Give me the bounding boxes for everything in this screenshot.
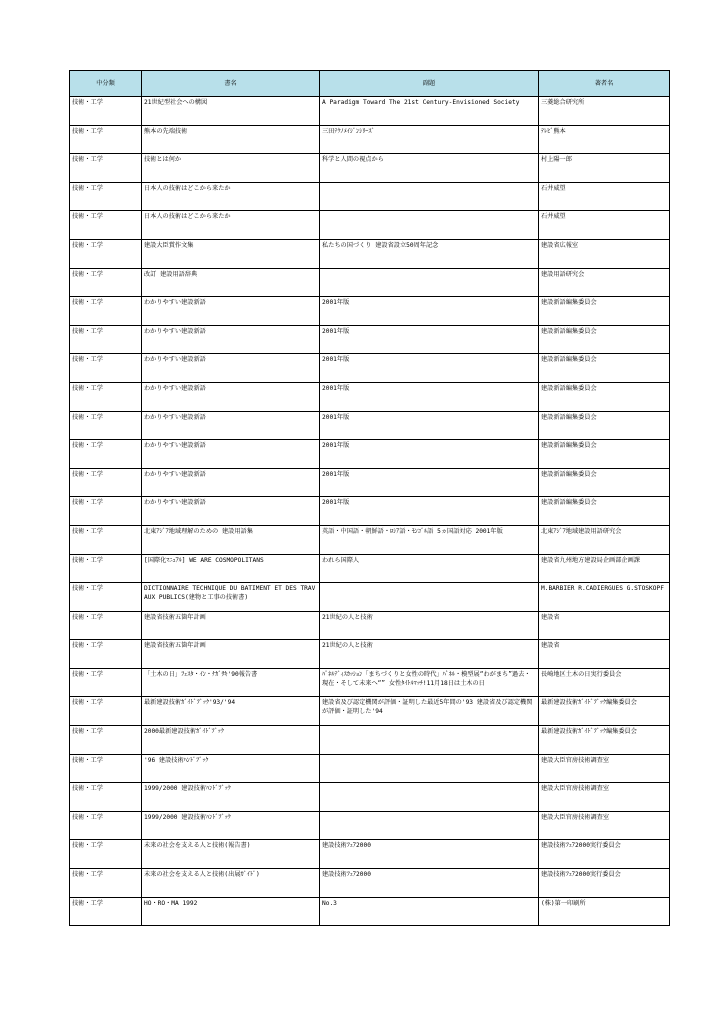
- cell-category: 技術・工学: [70, 268, 142, 297]
- header-row: [70, 71, 670, 97]
- cell-title: 2000最新建設技術ｶﾞｲﾄﾞﾌﾞｯｸ: [142, 726, 320, 755]
- cell-title: 未来の社会を支える人と技術(出展ｶﾞｲﾄﾞ): [142, 869, 320, 898]
- cell-subtitle: 建設技術ﾌｪｱ2000: [320, 869, 539, 898]
- table-row: [70, 154, 670, 183]
- table-row: [70, 211, 670, 240]
- cell-category: 技術・工学: [70, 869, 142, 898]
- cell-author: 建設新語編集委員会: [539, 325, 670, 354]
- cell-author: 建設省: [539, 611, 670, 640]
- cell-subtitle: [320, 583, 539, 612]
- cell-author: 建設新語編集委員会: [539, 382, 670, 411]
- cell-category: 技術・工学: [70, 554, 142, 583]
- table-row: [70, 726, 670, 755]
- cell-title: わかりやすい建設新語: [142, 325, 320, 354]
- cell-title: [国際化ﾏﾆｭｱﾙ] WE ARE COSMOPOLITANS: [142, 554, 320, 583]
- column-header-title: 書名: [142, 71, 320, 97]
- cell-author: 最新建設技術ｶﾞｲﾄﾞﾌﾞｯｸ編集委員会: [539, 697, 670, 726]
- table-row: [70, 897, 670, 926]
- cell-subtitle: [320, 783, 539, 812]
- table-row: [70, 354, 670, 383]
- cell-subtitle: 三田ﾃｸﾉﾒｲｼﾞﾝｼﾘｰｽﾞ: [320, 125, 539, 154]
- cell-subtitle: [320, 726, 539, 755]
- cell-subtitle: 建設技術ﾌｪｱ2000: [320, 840, 539, 869]
- cell-category: 技術・工学: [70, 297, 142, 326]
- column-header-author: 著者名: [539, 71, 670, 97]
- cell-title: 最新建設技術ｶﾞｲﾄﾞﾌﾞｯｸ'93/'94: [142, 697, 320, 726]
- cell-author: 石井威望: [539, 182, 670, 211]
- table-row: [70, 325, 670, 354]
- cell-title: 「土木の日」ﾌｪｽﾀ・ｲﾝ・ﾅｶﾞｻｷ'90報告書: [142, 668, 320, 697]
- cell-subtitle: 2001年版: [320, 468, 539, 497]
- cell-title: 1999/2000 建設技術ﾊﾝﾄﾞﾌﾞｯｸ: [142, 811, 320, 840]
- cell-subtitle: No.3: [320, 897, 539, 926]
- cell-subtitle: 2001年版: [320, 382, 539, 411]
- cell-category: 技術・工学: [70, 125, 142, 154]
- cell-title: わかりやすい建設新語: [142, 354, 320, 383]
- cell-category: 技術・工学: [70, 325, 142, 354]
- cell-subtitle: 2001年版: [320, 440, 539, 469]
- table-row: [70, 525, 670, 554]
- table-row: [70, 668, 670, 697]
- cell-title: 未来の社会を支える人と技術(報告書): [142, 840, 320, 869]
- cell-title: わかりやすい建設新語: [142, 468, 320, 497]
- cell-subtitle: [320, 754, 539, 783]
- cell-category: 技術・工学: [70, 154, 142, 183]
- cell-title: 日本人の技術はどこから来たか: [142, 211, 320, 240]
- cell-subtitle: A Paradigm Toward The 21st Century-Envisioned Society: [320, 97, 539, 126]
- cell-category: 技術・工学: [70, 97, 142, 126]
- cell-subtitle: われら国際人: [320, 554, 539, 583]
- column-header-subtitle: 副題: [320, 71, 539, 97]
- cell-category: 技術・工学: [70, 611, 142, 640]
- table-row: [70, 783, 670, 812]
- cell-category: 技術・工学: [70, 440, 142, 469]
- cell-title: 改訂 建設用語辞典: [142, 268, 320, 297]
- table-row: [70, 297, 670, 326]
- table-row: [70, 239, 670, 268]
- table-row: [70, 468, 670, 497]
- table-row: [70, 869, 670, 898]
- cell-title: 熊本の先端技術: [142, 125, 320, 154]
- cell-author: 建設新語編集委員会: [539, 354, 670, 383]
- cell-category: 技術・工学: [70, 668, 142, 697]
- cell-subtitle: 2001年版: [320, 411, 539, 440]
- cell-author: 建設新語編集委員会: [539, 497, 670, 526]
- cell-title: 建設省技術五箇年計画: [142, 611, 320, 640]
- table-row: [70, 497, 670, 526]
- cell-subtitle: ﾊﾟﾈﾙﾃﾞｨｽｶｯｼｮﾝ「まちづくりと女性の時代」ﾊﾟﾈﾙ・模型展“わがまち”過去・現在・そして未来へ“” 女性ﾀｲﾄﾙﾏｯﾁ!11月18日は土木の日: [320, 668, 539, 697]
- cell-author: 建設用語研究会: [539, 268, 670, 297]
- cell-title: 1999/2000 建設技術ﾊﾝﾄﾞﾌﾞｯｸ: [142, 783, 320, 812]
- cell-author: 石井威望: [539, 211, 670, 240]
- cell-title: わかりやすい建設新語: [142, 440, 320, 469]
- cell-subtitle: 2001年版: [320, 354, 539, 383]
- cell-subtitle: 科学と人間の視点から: [320, 154, 539, 183]
- cell-author: 建設大臣官房技術調査室: [539, 783, 670, 812]
- cell-category: 技術・工学: [70, 783, 142, 812]
- table-row: [70, 697, 670, 726]
- cell-author: (株)第一印刷所: [539, 897, 670, 926]
- cell-author: 建設新語編集委員会: [539, 468, 670, 497]
- cell-author: 建設新語編集委員会: [539, 297, 670, 326]
- cell-title: わかりやすい建設新語: [142, 297, 320, 326]
- cell-title: わかりやすい建設新語: [142, 382, 320, 411]
- cell-title: 建設省技術五箇年計画: [142, 640, 320, 669]
- cell-author: 長崎地区土木の日実行委員会: [539, 668, 670, 697]
- cell-author: 建設大臣官房技術調査室: [539, 811, 670, 840]
- cell-category: 技術・工学: [70, 468, 142, 497]
- cell-category: 技術・工学: [70, 640, 142, 669]
- table-row: [70, 182, 670, 211]
- cell-subtitle: 建設省及び認定機関が評価・証明した最近5年間の'93 建設省及び認定機関が評価・証明した'94: [320, 697, 539, 726]
- table-row: [70, 554, 670, 583]
- cell-title: 日本人の技術はどこから来たか: [142, 182, 320, 211]
- table-row: [70, 411, 670, 440]
- table-row: [70, 440, 670, 469]
- book-catalog-table: [69, 70, 670, 926]
- cell-author: 建設省: [539, 640, 670, 669]
- cell-subtitle: 2001年版: [320, 297, 539, 326]
- table-body: [70, 97, 670, 926]
- cell-title: HO・RO・MA 1992: [142, 897, 320, 926]
- cell-author: 建設技術ﾌｪｱ2000実行委員会: [539, 869, 670, 898]
- cell-subtitle: 2001年版: [320, 325, 539, 354]
- cell-subtitle: [320, 211, 539, 240]
- cell-category: 技術・工学: [70, 182, 142, 211]
- cell-subtitle: [320, 268, 539, 297]
- cell-category: 技術・工学: [70, 354, 142, 383]
- cell-subtitle: [320, 182, 539, 211]
- table-row: [70, 125, 670, 154]
- cell-category: 技術・工学: [70, 840, 142, 869]
- cell-title: DICTIONNAIRE TECHNIQUE DU BATIMENT ET DES TRAVAUX PUBLICS(建物と工事の技術書): [142, 583, 320, 612]
- table-row: [70, 583, 670, 612]
- cell-category: 技術・工学: [70, 583, 142, 612]
- table-row: [70, 840, 670, 869]
- cell-author: 建設省広報室: [539, 239, 670, 268]
- table-row: [70, 382, 670, 411]
- cell-author: 建設新語編集委員会: [539, 411, 670, 440]
- cell-category: 技術・工学: [70, 897, 142, 926]
- cell-author: 建設大臣官房技術調査室: [539, 754, 670, 783]
- cell-author: 北東ｱｼﾞｱ地域建設用語研究会: [539, 525, 670, 554]
- cell-subtitle: 21世紀の人と技術: [320, 640, 539, 669]
- table-row: [70, 97, 670, 126]
- cell-title: わかりやすい建設新語: [142, 497, 320, 526]
- column-header-category: 中分類: [70, 71, 142, 97]
- cell-category: 技術・工学: [70, 811, 142, 840]
- cell-title: わかりやすい建設新語: [142, 411, 320, 440]
- cell-category: 技術・工学: [70, 382, 142, 411]
- cell-category: 技術・工学: [70, 754, 142, 783]
- cell-category: 技術・工学: [70, 697, 142, 726]
- cell-category: 技術・工学: [70, 211, 142, 240]
- table-row: [70, 754, 670, 783]
- cell-title: 技術とは何か: [142, 154, 320, 183]
- cell-author: 村上陽一郎: [539, 154, 670, 183]
- cell-subtitle: 私たちの国づくり 建設省設立50周年記念: [320, 239, 539, 268]
- cell-title: 21世紀型社会への構図: [142, 97, 320, 126]
- cell-author: ﾃﾚﾋﾞ熊本: [539, 125, 670, 154]
- cell-title: '96 建設技術ﾊﾝﾄﾞﾌﾞｯｸ: [142, 754, 320, 783]
- cell-title: 建設大臣賞作文集: [142, 239, 320, 268]
- cell-category: 技術・工学: [70, 239, 142, 268]
- cell-category: 技術・工学: [70, 525, 142, 554]
- cell-category: 技術・工学: [70, 726, 142, 755]
- cell-author: 建設技術ﾌｪｱ2000実行委員会: [539, 840, 670, 869]
- cell-title: 北東ｱｼﾞｱ地域理解のための 建設用語集: [142, 525, 320, 554]
- cell-author: 三菱総合研究所: [539, 97, 670, 126]
- cell-subtitle: 英語・中国語・朝鮮語・ﾛｼｱ語・ﾓﾝｺﾞﾙ語 5ヵ国語対応 2001年版: [320, 525, 539, 554]
- table-row: [70, 811, 670, 840]
- table-row: [70, 611, 670, 640]
- cell-subtitle: 2001年版: [320, 497, 539, 526]
- cell-subtitle: 21世紀の人と技術: [320, 611, 539, 640]
- cell-category: 技術・工学: [70, 497, 142, 526]
- table-row: [70, 640, 670, 669]
- cell-author: 最新建設技術ｶﾞｲﾄﾞﾌﾞｯｸ編集委員会: [539, 726, 670, 755]
- table-row: [70, 268, 670, 297]
- cell-category: 技術・工学: [70, 411, 142, 440]
- cell-author: 建設新語編集委員会: [539, 440, 670, 469]
- cell-subtitle: [320, 811, 539, 840]
- cell-author: 建設省九州地方建設局企画部企画課: [539, 554, 670, 583]
- cell-author: M.BARBIER R.CADIERGUES G.STOSKOPF: [539, 583, 670, 612]
